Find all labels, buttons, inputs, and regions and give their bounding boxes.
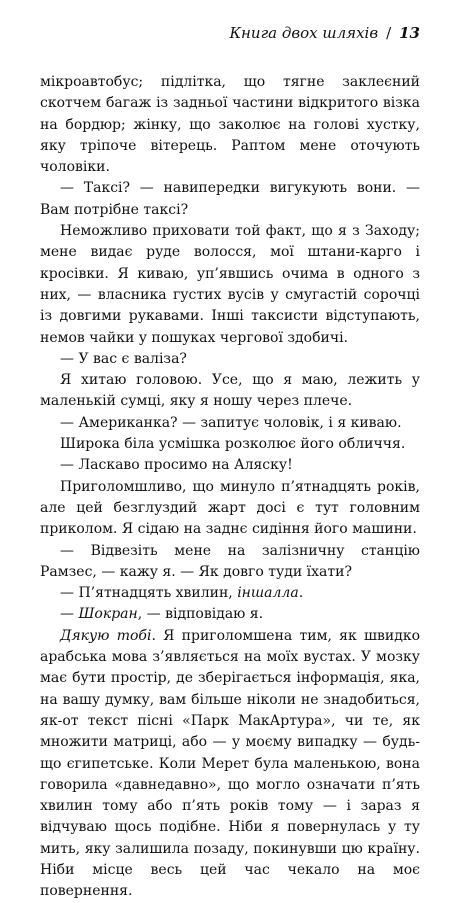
paragraph (40, 626, 420, 903)
paragraph-text: — П’ятнадцять хвилин, (60, 585, 238, 602)
paragraph-text: , — відповідаю я. (137, 606, 264, 623)
page-number: 13 (399, 24, 420, 42)
paragraph-text: — Ласкаво просимо на Аляску! (60, 457, 293, 474)
paragraph (40, 178, 420, 221)
paragraph (40, 221, 420, 349)
italic-word: Дякую тобі (60, 627, 152, 644)
paragraph-text: Приголомшливо, що минуло п’ятнадцять років, але цей безглуздий жарт досі є тут головним приколом. Я сідаю на заднє сидіння його машини. (40, 478, 420, 538)
italic-word: Шокран (78, 606, 138, 623)
paragraph-text: мікроавтобус; підлітка, що тягне заклеєний скотчем багаж із задньої частини відкритого візка на бордюр; жінку, що заколює на голові хустку, яку тріпоче вітерець. Раптом мене оточують чоловіки. (40, 74, 420, 176)
paragraph-text: — Таксі? — навипередки вигукують вони. — Вам потрібне таксі? (40, 180, 420, 218)
paragraph-text: Я хитаю головою. Усе, що я маю, лежить у маленькій сумці, яку я ношу через плече. (40, 372, 420, 410)
book-title: Книга двох шляхів (229, 24, 379, 42)
paragraph (40, 583, 420, 604)
paragraph (40, 413, 420, 434)
paragraph (40, 72, 420, 178)
paragraph-text: — (60, 606, 79, 623)
paragraph (40, 434, 420, 455)
paragraph-text: — У вас є валіза? (60, 350, 187, 367)
paragraph (40, 604, 420, 625)
running-header (0, 18, 458, 48)
paragraph (40, 477, 420, 541)
paragraph-text: Широка біла усмішка розколює його обличчя. (60, 436, 406, 453)
paragraph-text: . (298, 585, 304, 602)
header-separator: / (386, 24, 392, 42)
body-text (40, 72, 420, 903)
paragraph (40, 541, 420, 584)
italic-word: іншалла (237, 585, 299, 602)
paragraph-text: Неможливо приховати той факт, що я з Заходу; мене видає руде волосся, мої штани-карго і кросівки. Я киваю, уп’явшись очима в одного з них, — власника густих вусів у смугастій сорочці із довгими рукавами. Інші таксисти відступають, немов чайки у пошуках чергової здобичі. (40, 223, 420, 346)
paragraph (40, 349, 420, 370)
paragraph (40, 370, 420, 413)
paragraph-text: — Відвезіть мене на залізничну станцію Рамзес, — кажу я. — Як довго туди їхати? (40, 542, 420, 580)
paragraph-text: — Американка? — запитує чоловік, і я киваю. (60, 414, 402, 431)
paragraph (40, 455, 420, 476)
paragraph-text: . Я приголомшена тим, як швидко арабська мова з’являється на моїх вустах. У мозку має бути простір, де зберігається інформація, яка, на вашу думку, вам більше ніколи не знадобиться, як-от текст пісні «Парк МакАртура», чи те, як множити матриці, або — у моєму випадку — будь-що єгипетське. Коли Мерет була маленькою, вона говорила «давнедавно», що могло означати п’ять хвилин тому або п’ять років тому — і зараз я відчуваю щось подібне. Ніби я повернулась у ту мить, яку залишила позаду, покинувши цю країну. Ніби місце весь цей час чекало на моє повернення. (40, 627, 420, 900)
